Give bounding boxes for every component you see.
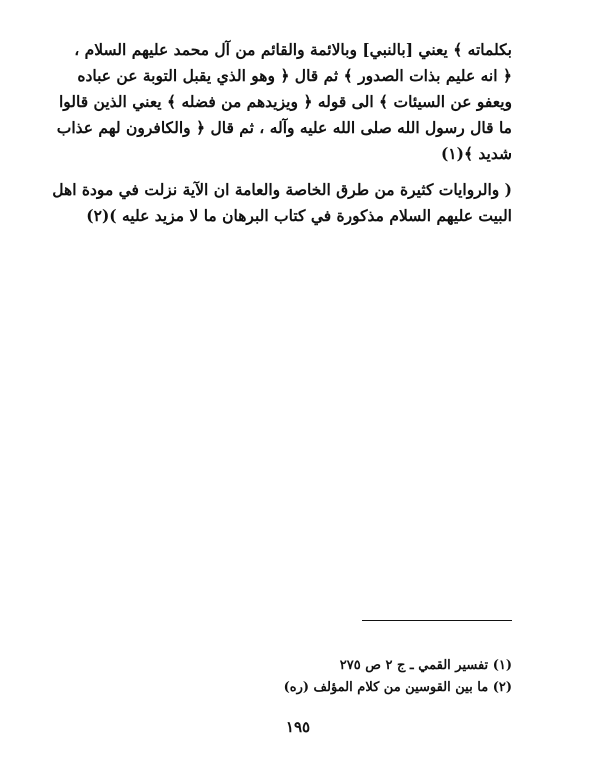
footnote-1: (١) تفسير القمي ـ ج ٢ ص ٢٧٥ xyxy=(339,658,512,673)
footnote-separator xyxy=(362,620,512,621)
paragraph-2-line-2: البيت عليهم السلام مذكورة في كتاب البرهان ما لا مزيد عليه )(٢) xyxy=(86,206,512,225)
paragraph-1-line-1: بكلماته ﴾ يعني [بالنبي] وبالائمة والقائم من آل محمد عليهم السلام ، xyxy=(74,40,512,59)
paragraph-2-line-1: ( والروايات كثيرة من طرق الخاصة والعامة ان الآية نزلت في مودة اهل xyxy=(52,180,512,199)
paragraph-1-line-4: ما قال رسول الله صلى الله عليه وآله ، ثم قال ﴿ والكافرون لهم عذاب xyxy=(56,118,512,137)
footnote-2: (٢) ما بين القوسين من كلام المؤلف (ره) xyxy=(283,680,512,695)
paragraph-1-line-5: شديد ﴾(١) xyxy=(440,144,512,163)
paragraph-1-line-3: ويعفو عن السيئات ﴾ الى قوله ﴿ ويزيدهم من فضله ﴾ يعني الذين قالوا xyxy=(58,92,512,111)
page-number: ١٩٥ xyxy=(285,718,311,736)
paragraph-1-line-2: ﴿ انه عليم بذات الصدور ﴾ ثم قال ﴿ وهو الذي يقبل التوبة عن عباده xyxy=(77,66,512,85)
